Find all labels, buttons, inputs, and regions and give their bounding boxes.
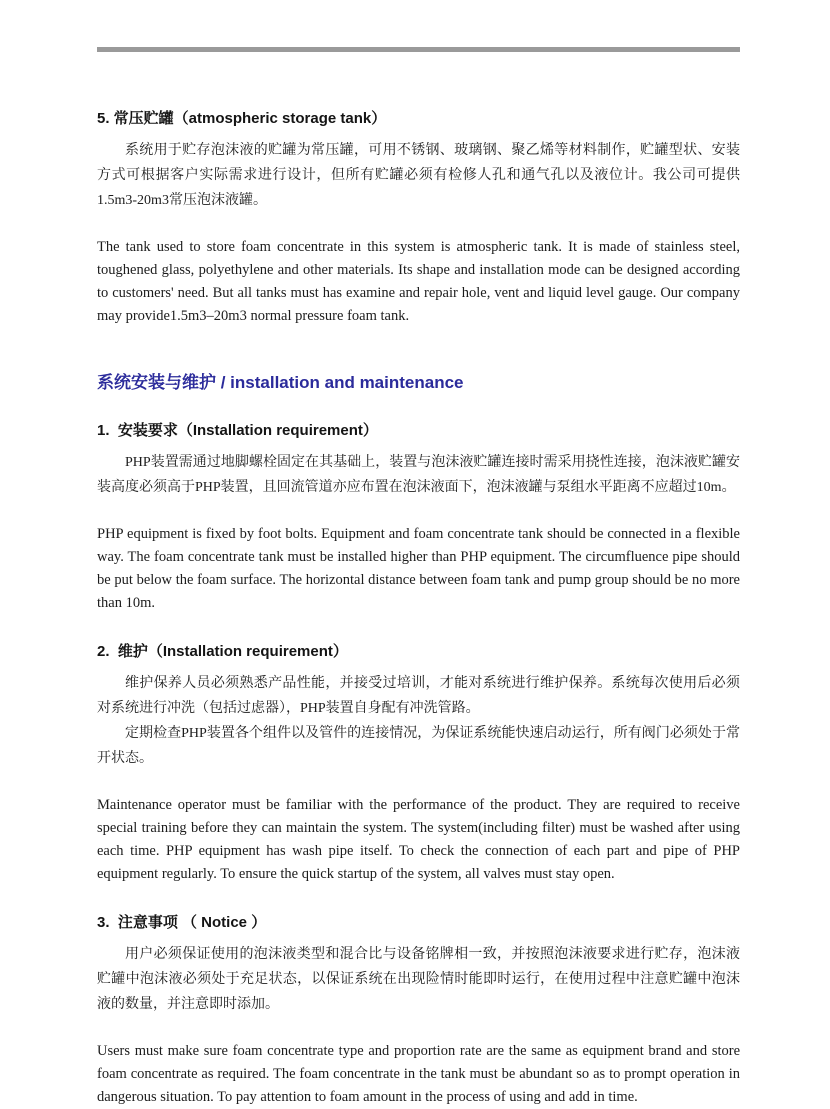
install-item-3-heading: 3. 注意事项 （ Notice ） [97,914,267,931]
install-item-3 [97,913,740,1109]
install-item-2-english-paragraph: Maintenance operator must be familiar with the performance of the product. They are required to receive special training before they can maintain the system. The system(including filter) must be washed after using each time. PHP equipment has wash pipe itself. To check the connection of each part and pipe of PHP equipment regularly. To ensure the quick startup of the system, all valves must stay open. [97,797,740,882]
install-item-1-heading: 1. 安装要求（Installation requirement） [97,422,378,439]
install-item-1-english-paragraph: PHP equipment is fixed by foot bolts. Equipment and foam concentrate tank should be connected in a flexible way. The foam concentrate tank must be installed higher than PHP equipment. The circumfluence pipe should be put below the foam surface. The horizontal distance between foam tank and pump group should be no more than 10m. [97,526,740,611]
section-5-heading: 5. 常压贮罐（atmospheric storage tank） [97,110,387,127]
install-item-2-chinese-paragraph-1: 维护保养人员必须熟悉产品性能，并接受过培训，才能对系统进行维护保养。系统每次使用后必须对系统进行冲洗（包括过虑器），PHP装置自身配有冲洗管路。 [97,676,740,716]
install-item-3-english-paragraph: Users must make sure foam concentrate type and proportion rate are the same as equipment brand and store foam concentrate as required. The foam concentrate in the tank must be abundant so as to prompt operation in dangerous situation. To pay attention to foam amount in the process of using and add in time. [97,1043,740,1105]
install-item-2-heading: 2. 维护（Installation requirement） [97,643,348,660]
installation-maintenance-heading: 系统安装与维护 / installation and maintenance [97,373,464,392]
document-page [0,47,830,1109]
install-item-3-chinese-paragraph: 用户必须保证使用的泡沫液类型和混合比与设备铭牌相一致，并按照泡沫液要求进行贮存，泡沫液贮罐中泡沫液必须处于充足状态，以保证系统在出现险情时能即时运行，在使用过程中注意贮罐中泡沫液的数量，并注意即时添加。 [97,947,740,1012]
section-5-english-paragraph: The tank used to store foam concentrate in this system is atmospheric tank. It is made of stainless steel, toughened glass, polyethylene and other materials. Its shape and installation mode can be designed according to customers' need. But all tanks must has examine and repair hole, vent and liquid level gauge. Our company may provide1.5m3–20m3 normal pressure foam tank. [97,239,740,324]
section-5-chinese-paragraph: 系统用于贮存泡沫液的贮罐为常压罐，可用不锈钢、玻璃钢、聚乙烯等材料制作，贮罐型状、安装方式可根据客户实际需求进行设计，但所有贮罐必须有检修人孔和通气孔以及液位计。我公司可提供1.5m3-20m3常压泡沫液罐。 [97,143,740,208]
install-item-2-chinese-paragraph-2: 定期检查PHP装置各个组件以及管件的连接情况，为保证系统能快速启动运行，所有阀门必须处于常开状态。 [97,726,740,766]
top-divider [97,47,740,52]
install-item-2 [97,642,740,886]
install-item-1 [97,421,740,615]
install-item-1-chinese-paragraph: PHP装置需通过地脚螺栓固定在其基础上，装置与泡沫液贮罐连接时需采用挠性连接，泡沫液贮罐安装高度必须高于PHP装置，且回流管道亦应布置在泡沫液面下，泡沫液罐与泵组水平距离不应超过10m。 [97,455,740,495]
